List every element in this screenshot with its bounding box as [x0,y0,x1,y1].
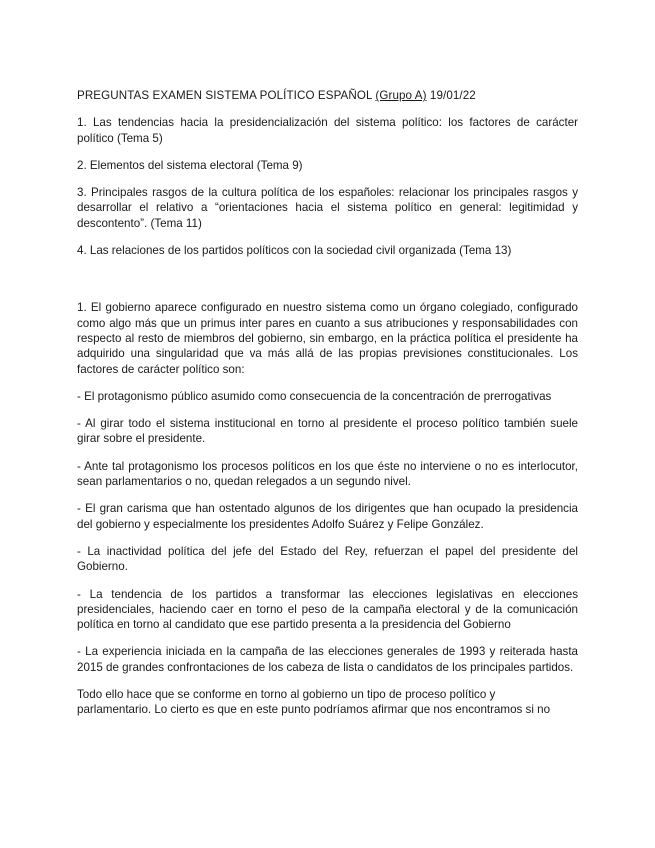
answer-intro: 1. El gobierno aparece configurado en nuestro sistema como un órgano colegiado, configurado como algo más que un primus inter pares en cuanto a sus atribuciones y responsabilidades con respecto al resto de miembros del gobierno, sin embargo, en la práctica política el presidente ha adquirido una singularidad que va más allá de las propias previsiones constitucionales. Los factores de carácter político son: [77,301,578,376]
factor-4: - El gran carisma que han ostentado algunos de los dirigentes que han ocupado la presidencia del gobierno y especialmente los presidentes Adolfo Suárez y Felipe González. [77,502,578,531]
question-4: 4. Las relaciones de los partidos políticos con la sociedad civil organizada (Tema 13) [77,244,512,258]
factor-3: - Ante tal protagonismo los procesos políticos en los que éste no interviene o no es interlocutor, sean parlamentarios o no, quedan relegados a un segundo nivel. [77,459,578,489]
exam-title [77,88,578,103]
factor-5: - La inactividad política del jefe del Estado del Rey, refuerzan el papel del presidente del Gobierno. [77,544,578,574]
factor-7: - La experiencia iniciada en la campaña de las elecciones generales de 1993 y reiterada hasta 2015 de grandes confrontaciones de los cabeza de lista o candidatos de los principales partidos. [77,645,578,674]
factor-6: - La tendencia de los partidos a transformar las elecciones legislativas en elecciones presidenciales, haciendo caer en torno el peso de la campaña electoral y de la comunicación política en torno al candidato que ese partido presenta a la presidencia del Gobierno [77,587,578,632]
question-3: 3. Principales rasgos de la cultura política de los españoles: relacionar los principales rasgos y desarrollar el relativo a “orientaciones hacia el sistema político en general: legitimidad y descontento”. (Tema 11) [77,186,578,230]
question-1: 1. Las tendencias hacia la presidencialización del sistema político: los factores de carácter político (Tema 5) [77,116,578,145]
factor-2: - Al girar todo el sistema institucional en torno al presidente el proceso político también suele girar sobre el presidente. [77,417,578,446]
title-date: 19/01/22 [429,89,476,102]
question-2: 2. Elementos del sistema electoral (Tema 9) [77,158,303,172]
section-spacer [77,270,578,300]
factor-1: - El protagonismo público asumido como consecuencia de la concentración de prerrogativas [77,389,552,403]
title-main: PREGUNTAS EXAMEN SISTEMA POLÍTICO ESPAÑOL [77,89,373,102]
closing-line-1: Todo ello hace que se conforme en torno al gobierno un tipo de proceso político y [77,688,496,702]
title-group: (Grupo A) [375,89,427,102]
closing-line-2: parlamentario. Lo cierto es que en este punto podríamos afirmar que nos encontramos si no [77,703,551,717]
closing-paragraph [77,687,578,718]
